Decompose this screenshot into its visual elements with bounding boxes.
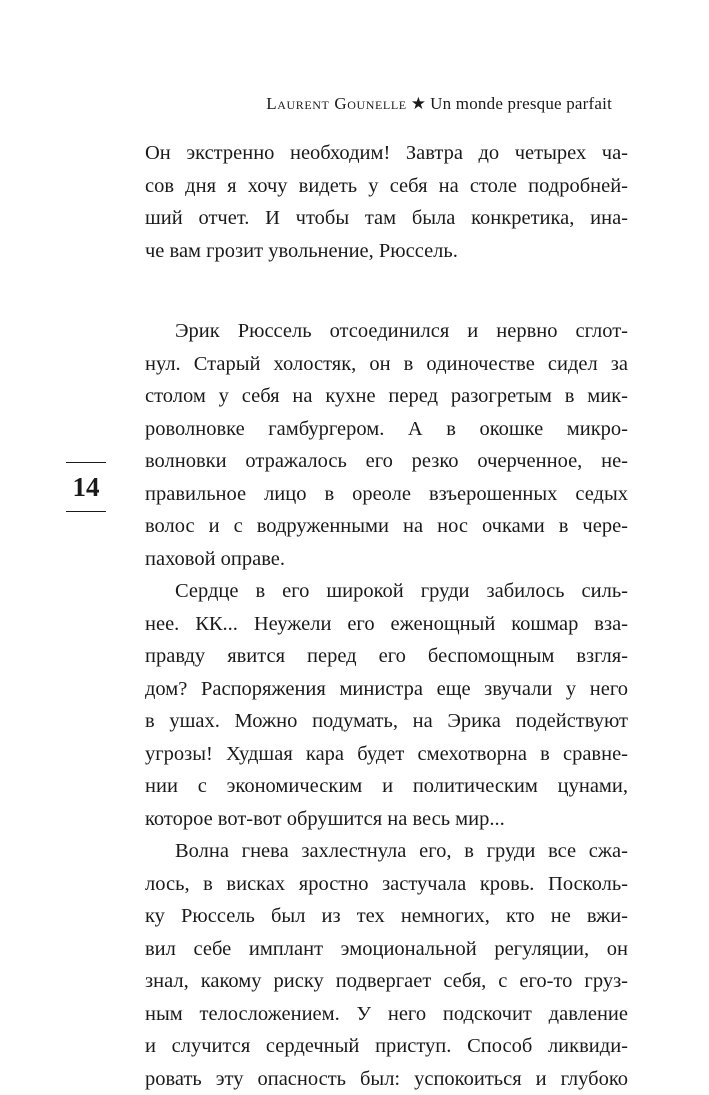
text-line: ровать эту опасность был: успокоиться и глубоко xyxy=(145,1063,628,1095)
text-line: правду явится перед его беспомощным взгля- xyxy=(145,640,628,673)
paragraph xyxy=(145,835,628,1095)
text-line: Сердце в его широкой груди забилось силь- xyxy=(145,575,628,608)
section-break xyxy=(145,267,628,315)
text-line: ным телосложением. У него подскочит давление xyxy=(145,998,628,1031)
text-line: ку Рюссель был из тех немногих, кто не вжи- xyxy=(145,900,628,933)
running-header xyxy=(0,94,612,114)
text-line: паховой оправе. xyxy=(145,543,628,576)
text-line: которое вот-вот обрушится на весь мир... xyxy=(145,803,628,836)
text-line: дом? Распоряжения министра еще звучали у него xyxy=(145,673,628,706)
text-line: знал, какому риску подвергает себя, с его-то груз- xyxy=(145,965,628,998)
header-title: Un monde presque parfait xyxy=(430,94,612,113)
text-line: столом у себя на кухне перед разогретым в мик- xyxy=(145,380,628,413)
text-line: лось, в висках яростно застучала кровь. Посколь- xyxy=(145,868,628,901)
page-number-box xyxy=(66,462,106,512)
text-line: угрозы! Худшая кара будет смехотворна в сравне- xyxy=(145,738,628,771)
paragraph xyxy=(145,315,628,575)
star-icon: ★ xyxy=(411,94,426,113)
text-line: ший отчет. И чтобы там была конкретика, ина- xyxy=(145,202,628,235)
text-line: нии с экономическим и политическим цунами, xyxy=(145,770,628,803)
page-number: 14 xyxy=(73,474,100,501)
text-line: правильное лицо в ореоле взъерошенных седых xyxy=(145,478,628,511)
text-line: волновки отражалось его резко очерченное, не- xyxy=(145,445,628,478)
header-author: Laurent Gounelle xyxy=(266,94,407,113)
text-line: волос и с водруженными на нос очками в чере- xyxy=(145,510,628,543)
text-line: че вам грозит увольнение, Рюссель. xyxy=(145,235,628,268)
text-line: нее. КК... Неужели его еженощный кошмар вза- xyxy=(145,608,628,641)
text-line: вил себе имплант эмоциональной регуляции, он xyxy=(145,933,628,966)
text-line: нул. Старый холостяк, он в одиночестве сидел за xyxy=(145,348,628,381)
body-text xyxy=(145,137,628,1095)
text-line: и случится сердечный приступ. Способ ликвиди- xyxy=(145,1030,628,1063)
text-line: сов дня я хочу видеть у себя на столе подробней- xyxy=(145,170,628,203)
text-line: в ушах. Можно подумать, на Эрика подействуют xyxy=(145,705,628,738)
text-line: Волна гнева захлестнула его, в груди все сжа- xyxy=(145,835,628,868)
text-line: роволновке гамбургером. А в окошке микро- xyxy=(145,413,628,446)
text-line: Эрик Рюссель отсоединился и нервно сглот- xyxy=(145,315,628,348)
text-line: Он экстренно необходим! Завтра до четырех ча- xyxy=(145,137,628,170)
paragraph xyxy=(145,575,628,835)
paragraph xyxy=(145,137,628,267)
